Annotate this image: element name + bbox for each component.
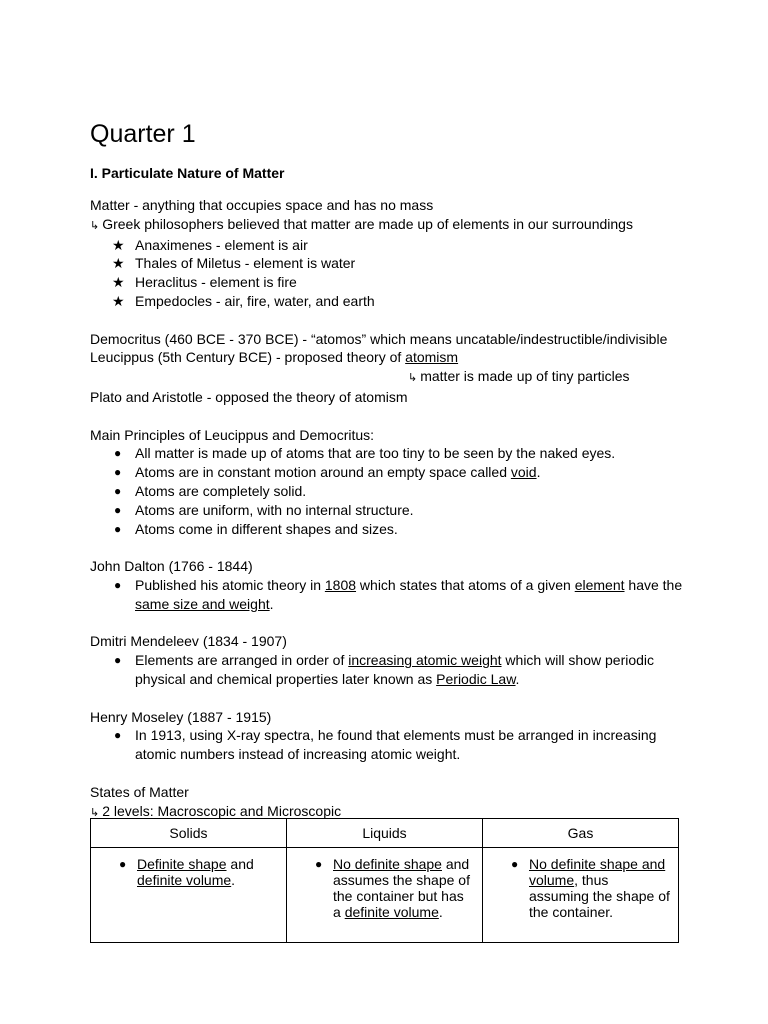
arrow-icon: ↳ [90,219,100,232]
list-item-text: Atoms come in different shapes and sizes. [135,520,398,537]
header-gas: Gas [483,819,679,848]
democritus-line: Democritus (460 BCE - 370 BCE) - “atomos” which means uncatable/indestructible/indivisible [90,330,668,347]
arrow-icon: ↳ [408,372,418,385]
underlined-term: Periodic Law [436,670,516,687]
text: . [515,670,520,687]
text: which states that atoms of a given [356,576,575,593]
states-heading: States of Matter [90,783,189,800]
list-item-text: Thales of Miletus - element is water [135,255,356,272]
underlined-term: 1808 [324,576,357,593]
dalton-list [90,576,690,614]
text: , thus assuming the shape of the container. [529,872,670,920]
matter-definition: Matter - anything that occupies space and has no mass [90,197,434,213]
cell-solids [91,848,287,943]
page-title: Quarter 1 [90,120,196,148]
list-item [90,726,690,764]
list-item [90,651,690,689]
header-solids: Solids [91,819,287,848]
list-item [90,501,690,520]
bullet-icon: ● [119,857,127,871]
tiny-particles-line [90,367,690,388]
header-liquids: Liquids [287,819,483,848]
cell-liquids [287,848,483,943]
text: Elements are arranged in order of [135,652,349,669]
text: and [226,856,254,872]
principles-list [90,444,690,538]
bullet-icon: ● [114,483,122,498]
list-item-text: Empedocles - air, fire, water, and earth [135,292,375,309]
text: In 1913, using X-ray spectra, he found that elements must be arranged in increasing atomic numbers instead of increasing atomic weight. [135,727,657,763]
list-item [90,463,690,482]
mendeleev-list [90,651,690,689]
document-body [90,196,690,822]
bullet-icon: ● [114,653,122,668]
levels-text: 2 levels: Macroscopic and Microscopic [102,802,342,819]
list-item-text: Atoms are completely solid. [135,482,307,499]
bullet-icon: ● [114,728,122,743]
principles-heading: Main Principles of Leucippus and Democritus: [90,426,375,443]
list-item-text: All matter is made up of atoms that are too tiny to be seen by the naked eyes. [135,445,616,462]
underlined-term: increasing atomic weight [348,652,502,669]
tiny-text: matter is made up of tiny particles [420,368,630,385]
star-icon: ★ [112,292,125,309]
list-item [90,520,690,539]
bullet-icon: ● [114,502,122,517]
list-item [90,292,690,311]
underlined-term: element [574,576,625,593]
bullet-icon: ● [114,446,122,461]
bullet-icon: ● [511,857,519,871]
underlined-term: same size and weight [135,595,270,612]
text: . [269,595,274,612]
underlined-term: Definite shape [137,856,227,872]
table-header-row [91,819,679,848]
underlined-term: definite volume [344,904,439,920]
list-item-text: Anaximenes - element is air [135,236,308,253]
star-icon: ★ [112,255,125,272]
dalton-heading: John Dalton (1766 - 1844) [90,558,253,575]
mendeleev-heading: Dmitri Mendeleev (1834 - 1907) [90,633,287,650]
bullet-icon: ● [114,521,122,536]
underlined-term: definite volume [137,872,232,888]
leucippus-line [90,348,690,367]
moseley-list [90,726,690,764]
text: . [231,872,236,888]
list-item [90,576,690,614]
underlined-term: No definite shape and volume [529,856,666,888]
greek-line [90,215,690,236]
text: have the [624,576,683,593]
text: Published his atomic theory in [135,576,325,593]
star-icon: ★ [112,236,125,253]
cell-gas [483,848,679,943]
plato-line: Plato and Aristotle - opposed the theory of atomism [90,388,408,405]
atomism-term: atomism [405,349,459,366]
text: which will show periodic physical and chemical properties later known as [135,652,655,687]
list-item [90,236,690,255]
greek-text: Greek philosophers believed that matter are made up of elements in our surroundings [102,215,633,232]
void-term: void [510,464,537,481]
leucippus-text: Leucippus (5th Century BCE) - proposed theory of [90,349,406,366]
text: . [438,904,443,920]
star-icon: ★ [112,274,125,291]
text: and assumes the shape of the container but has a [333,856,470,920]
punctuation: . [536,464,541,481]
arrow-icon: ↳ [90,806,100,819]
underlined-term: No definite shape [333,856,442,872]
list-item-text: Atoms are uniform, with no internal structure. [135,501,414,518]
states-table [90,818,679,943]
section-heading: I. Particulate Nature of Matter [90,165,285,181]
bullet-icon: ● [114,465,122,480]
moseley-heading: Henry Moseley (1887 - 1915) [90,708,272,725]
list-item-text: Heraclitus - element is fire [135,274,297,291]
table-row [91,848,679,943]
list-item [90,273,690,292]
list-item-text: Atoms are in constant motion around an empty space called [135,464,511,481]
philosophers-list [90,236,690,311]
bullet-icon: ● [114,577,122,592]
list-item [90,444,690,463]
list-item [90,482,690,501]
bullet-icon: ● [315,857,323,871]
list-item [90,254,690,273]
